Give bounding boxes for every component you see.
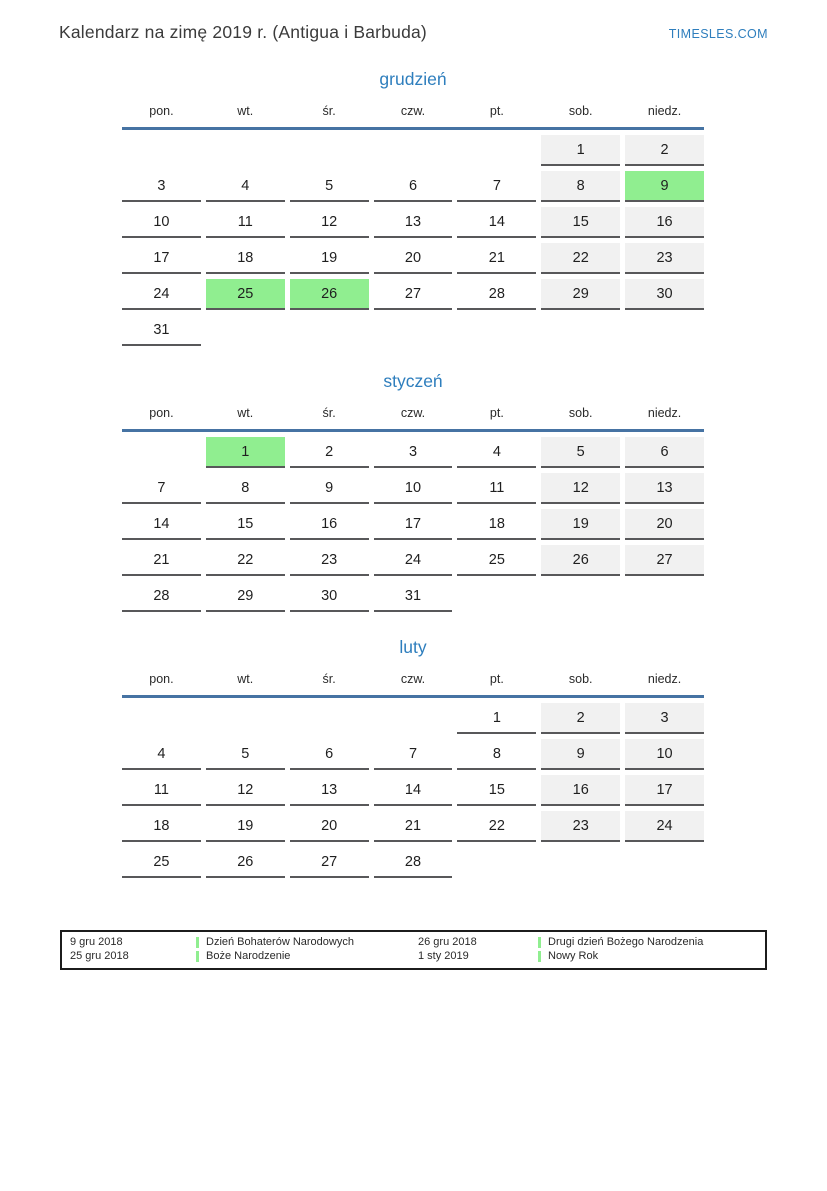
day-cell: 9 [541, 739, 620, 770]
day-cell: 9 [290, 473, 369, 504]
day-cell: 15 [541, 207, 620, 238]
day-cell: 27 [290, 847, 369, 878]
month-title: grudzień [379, 69, 447, 89]
day-cell: 10 [374, 473, 453, 504]
day-cell: 28 [457, 279, 536, 310]
day-cell: 14 [122, 509, 201, 540]
day-cell: 27 [625, 545, 704, 576]
day-cell: 11 [457, 473, 536, 504]
legend-holiday-name: Nowy Rok [538, 950, 757, 963]
day-cell: 13 [290, 775, 369, 806]
day-cell: 26 [206, 847, 285, 878]
day-cell: 2 [625, 135, 704, 166]
day-cell: 28 [374, 847, 453, 878]
day-cell: 21 [374, 811, 453, 842]
day-cell: 29 [206, 581, 285, 612]
day-cell: 19 [541, 509, 620, 540]
empty-cell [457, 315, 536, 346]
month-grid [122, 703, 704, 878]
holiday-color-swatch [196, 951, 199, 962]
day-cell: 10 [625, 739, 704, 770]
day-cell: 13 [374, 207, 453, 238]
day-cell: 29 [541, 279, 620, 310]
day-cell: 23 [290, 545, 369, 576]
month-grudzień [122, 68, 704, 346]
empty-cell [541, 315, 620, 346]
day-cell: 14 [457, 207, 536, 238]
day-cell: 2 [541, 703, 620, 734]
day-cell: 16 [290, 509, 369, 540]
day-cell: 12 [290, 207, 369, 238]
day-cell: 6 [374, 171, 453, 202]
day-cell: 27 [374, 279, 453, 310]
weekday-header: sob. [568, 104, 593, 118]
day-cell: 8 [541, 171, 620, 202]
legend-date: 25 gru 2018 [70, 950, 129, 962]
day-cell: 16 [625, 207, 704, 238]
weekday-header-row [122, 103, 704, 119]
weekday-header: niedz. [647, 672, 682, 686]
day-cell: 14 [374, 775, 453, 806]
month-grid [122, 135, 704, 346]
holiday-color-swatch [196, 937, 199, 948]
weekday-header: śr. [322, 672, 336, 686]
empty-cell [625, 847, 704, 878]
day-cell: 28 [122, 581, 201, 612]
weekday-header: wt. [237, 104, 254, 118]
day-cell: 19 [290, 243, 369, 274]
empty-cell [374, 135, 453, 166]
empty-cell [206, 703, 285, 734]
day-cell: 12 [206, 775, 285, 806]
weekday-header: pt. [489, 406, 504, 420]
day-cell: 16 [541, 775, 620, 806]
day-cell: 2 [290, 437, 369, 468]
weekday-header: czw. [400, 672, 426, 686]
day-cell: 7 [457, 171, 536, 202]
day-cell: 31 [122, 315, 201, 346]
day-cell: 11 [206, 207, 285, 238]
day-cell: 15 [206, 509, 285, 540]
empty-cell [457, 847, 536, 878]
day-cell: 5 [206, 739, 285, 770]
weekday-header: wt. [237, 672, 254, 686]
day-cell: 1 [457, 703, 536, 734]
weekday-header: niedz. [647, 104, 682, 118]
day-cell: 1 [541, 135, 620, 166]
day-cell: 4 [122, 739, 201, 770]
day-cell: 5 [541, 437, 620, 468]
day-cell: 8 [457, 739, 536, 770]
weekday-header: pon. [149, 406, 174, 420]
empty-cell [206, 315, 285, 346]
empty-cell [290, 315, 369, 346]
months [122, 68, 704, 878]
day-cell: 22 [457, 811, 536, 842]
day-cell: 4 [206, 171, 285, 202]
day-cell: 3 [374, 437, 453, 468]
day-cell: 23 [541, 811, 620, 842]
empty-cell [122, 703, 201, 734]
page-title: Kalendarz na zimę 2019 r. (Antigua i Barbuda) [59, 22, 427, 42]
day-cell: 15 [457, 775, 536, 806]
weekday-header: pt. [489, 672, 504, 686]
day-cell: 24 [122, 279, 201, 310]
day-cell: 21 [122, 545, 201, 576]
day-cell: 7 [374, 739, 453, 770]
day-cell: 17 [625, 775, 704, 806]
empty-cell [374, 315, 453, 346]
legend-holiday-name: Drugi dzień Bożego Narodzenia [538, 936, 757, 949]
day-cell: 26 [541, 545, 620, 576]
legend-date: 1 sty 2019 [418, 950, 469, 962]
holiday-color-swatch [538, 937, 541, 948]
holiday-color-swatch [538, 951, 541, 962]
weekday-header: sob. [568, 672, 593, 686]
month-title: styczeń [383, 371, 443, 391]
day-cell: 17 [374, 509, 453, 540]
empty-cell [541, 581, 620, 612]
day-cell: 23 [625, 243, 704, 274]
holiday-day-cell: 1 [206, 437, 285, 468]
weekday-header-row [122, 405, 704, 421]
weekday-header: sob. [568, 406, 593, 420]
day-cell: 19 [206, 811, 285, 842]
empty-cell [374, 703, 453, 734]
day-cell: 3 [122, 171, 201, 202]
day-cell: 30 [625, 279, 704, 310]
site-link[interactable]: TIMESLES.COM [668, 27, 768, 41]
empty-cell [625, 581, 704, 612]
day-cell: 18 [206, 243, 285, 274]
weekday-header: niedz. [647, 406, 682, 420]
empty-cell [122, 135, 201, 166]
month-title: luty [399, 637, 427, 657]
weekday-header: wt. [237, 406, 254, 420]
day-cell: 18 [122, 811, 201, 842]
weekday-header-row [122, 671, 704, 687]
month-styczeń [122, 370, 704, 612]
weekday-header: śr. [322, 104, 336, 118]
empty-cell [122, 437, 201, 468]
legend-holiday-name: Boże Narodzenie [196, 950, 418, 963]
day-cell: 7 [122, 473, 201, 504]
holiday-day-cell: 25 [206, 279, 285, 310]
holiday-day-cell: 26 [290, 279, 369, 310]
day-cell: 20 [625, 509, 704, 540]
empty-cell [206, 135, 285, 166]
day-cell: 31 [374, 581, 453, 612]
weekday-header: pt. [489, 104, 504, 118]
weekday-header: śr. [322, 406, 336, 420]
day-cell: 18 [457, 509, 536, 540]
legend-date: 9 gru 2018 [70, 936, 123, 948]
empty-cell [457, 581, 536, 612]
holiday-day-cell: 9 [625, 171, 704, 202]
day-cell: 25 [457, 545, 536, 576]
month-luty [122, 636, 704, 878]
day-cell: 12 [541, 473, 620, 504]
day-cell: 17 [122, 243, 201, 274]
holiday-legend [60, 930, 767, 970]
day-cell: 20 [290, 811, 369, 842]
weekday-header: czw. [400, 406, 426, 420]
day-cell: 3 [625, 703, 704, 734]
day-cell: 6 [290, 739, 369, 770]
day-cell: 4 [457, 437, 536, 468]
month-header-rule [122, 127, 704, 130]
month-header-rule [122, 429, 704, 432]
legend-date: 26 gru 2018 [418, 936, 477, 948]
day-cell: 13 [625, 473, 704, 504]
weekday-header: czw. [400, 104, 426, 118]
day-cell: 24 [374, 545, 453, 576]
day-cell: 10 [122, 207, 201, 238]
empty-cell [457, 135, 536, 166]
day-cell: 24 [625, 811, 704, 842]
empty-cell [290, 135, 369, 166]
day-cell: 11 [122, 775, 201, 806]
weekday-header: pon. [149, 104, 174, 118]
day-cell: 30 [290, 581, 369, 612]
day-cell: 21 [457, 243, 536, 274]
weekday-header: pon. [149, 672, 174, 686]
day-cell: 8 [206, 473, 285, 504]
day-cell: 22 [541, 243, 620, 274]
month-header-rule [122, 695, 704, 698]
day-cell: 20 [374, 243, 453, 274]
day-cell: 5 [290, 171, 369, 202]
day-cell: 25 [122, 847, 201, 878]
day-cell: 22 [206, 545, 285, 576]
legend-holiday-name: Dzień Bohaterów Narodowych [196, 936, 418, 949]
empty-cell [290, 703, 369, 734]
day-cell: 6 [625, 437, 704, 468]
empty-cell [625, 315, 704, 346]
empty-cell [541, 847, 620, 878]
top-bar [59, 22, 768, 43]
month-grid [122, 437, 704, 612]
